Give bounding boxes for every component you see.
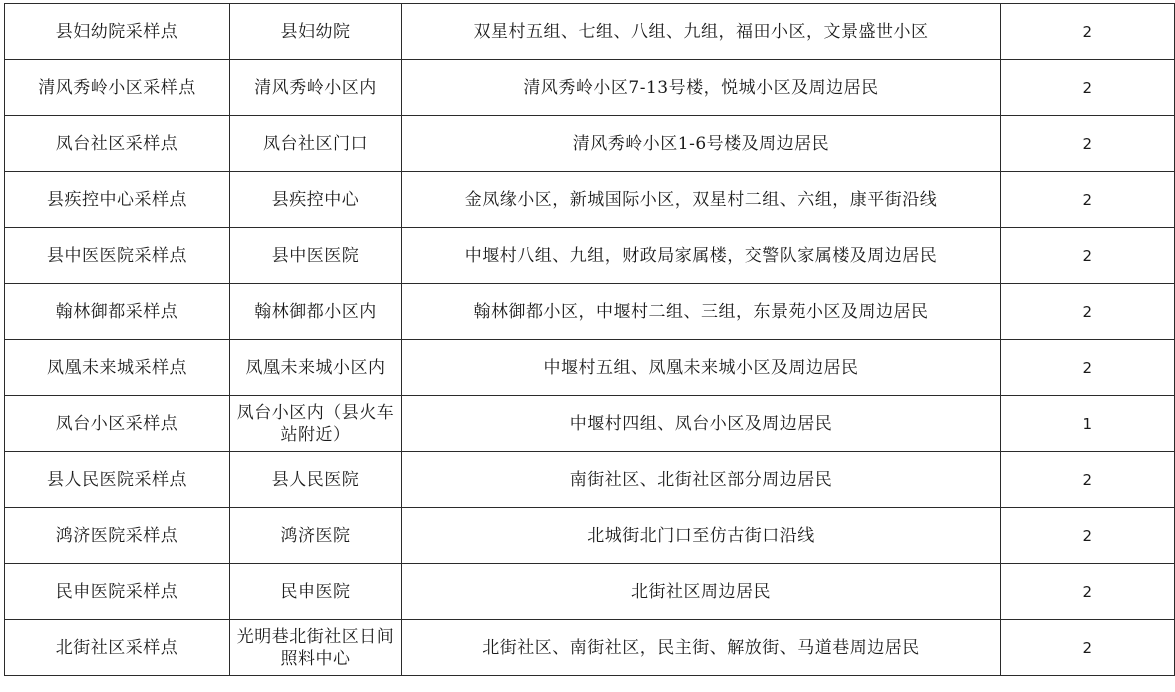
coverage-area-cell: 金凤缘小区，新城国际小区，双星村二组、六组，康平街沿线: [402, 172, 1001, 228]
sampling-sites-table: [4, 3, 1175, 676]
table-row: [5, 284, 1175, 340]
site-name-cell: 县人民医院采样点: [5, 452, 230, 508]
count-cell: 1: [1001, 396, 1175, 452]
site-name-cell: 凤台社区采样点: [5, 116, 230, 172]
table-row: [5, 564, 1175, 620]
count-cell: 2: [1001, 452, 1175, 508]
count-cell: 2: [1001, 508, 1175, 564]
table-row: [5, 340, 1175, 396]
site-name-cell: 凤台小区采样点: [5, 396, 230, 452]
table-row: [5, 620, 1175, 676]
coverage-area-cell: 清风秀岭小区1-6号楼及周边居民: [402, 116, 1001, 172]
table-row: [5, 396, 1175, 452]
table-row: [5, 452, 1175, 508]
table-row: [5, 4, 1175, 60]
coverage-area-cell: 北城街北门口至仿古街口沿线: [402, 508, 1001, 564]
count-cell: 2: [1001, 620, 1175, 676]
location-cell: 凤台社区门口: [230, 116, 402, 172]
count-cell: 2: [1001, 564, 1175, 620]
location-cell: 县疾控中心: [230, 172, 402, 228]
coverage-area-cell: 双星村五组、七组、八组、九组，福田小区，文景盛世小区: [402, 4, 1001, 60]
site-name-cell: 县疾控中心采样点: [5, 172, 230, 228]
site-name-cell: 县妇幼院采样点: [5, 4, 230, 60]
table-row: [5, 60, 1175, 116]
table-row: [5, 116, 1175, 172]
location-cell: 光明巷北街社区日间照料中心: [230, 620, 402, 676]
site-name-cell: 鸿济医院采样点: [5, 508, 230, 564]
coverage-area-cell: 北街社区、南街社区，民主街、解放街、马道巷周边居民: [402, 620, 1001, 676]
location-cell: 民申医院: [230, 564, 402, 620]
coverage-area-cell: 北街社区周边居民: [402, 564, 1001, 620]
location-cell: 翰林御都小区内: [230, 284, 402, 340]
coverage-area-cell: 中堰村八组、九组，财政局家属楼，交警队家属楼及周边居民: [402, 228, 1001, 284]
site-name-cell: 翰林御都采样点: [5, 284, 230, 340]
table-row: [5, 228, 1175, 284]
location-cell: 县妇幼院: [230, 4, 402, 60]
count-cell: 2: [1001, 116, 1175, 172]
site-name-cell: 北街社区采样点: [5, 620, 230, 676]
coverage-area-cell: 中堰村四组、凤台小区及周边居民: [402, 396, 1001, 452]
count-cell: 2: [1001, 284, 1175, 340]
location-cell: 鸿济医院: [230, 508, 402, 564]
count-cell: 2: [1001, 60, 1175, 116]
site-name-cell: 凤凰未来城采样点: [5, 340, 230, 396]
site-name-cell: 清风秀岭小区采样点: [5, 60, 230, 116]
site-name-cell: 县中医医院采样点: [5, 228, 230, 284]
coverage-area-cell: 中堰村五组、凤凰未来城小区及周边居民: [402, 340, 1001, 396]
table-row: [5, 172, 1175, 228]
count-cell: 2: [1001, 172, 1175, 228]
location-cell: 清风秀岭小区内: [230, 60, 402, 116]
location-cell: 县中医医院: [230, 228, 402, 284]
count-cell: 2: [1001, 228, 1175, 284]
location-cell: 县人民医院: [230, 452, 402, 508]
count-cell: 2: [1001, 4, 1175, 60]
site-name-cell: 民申医院采样点: [5, 564, 230, 620]
coverage-area-cell: 南街社区、北街社区部分周边居民: [402, 452, 1001, 508]
coverage-area-cell: 清风秀岭小区7-13号楼，悦城小区及周边居民: [402, 60, 1001, 116]
table-row: [5, 508, 1175, 564]
location-cell: 凤台小区内（县火车站附近）: [230, 396, 402, 452]
location-cell: 凤凰未来城小区内: [230, 340, 402, 396]
count-cell: 2: [1001, 340, 1175, 396]
coverage-area-cell: 翰林御都小区，中堰村二组、三组，东景苑小区及周边居民: [402, 284, 1001, 340]
